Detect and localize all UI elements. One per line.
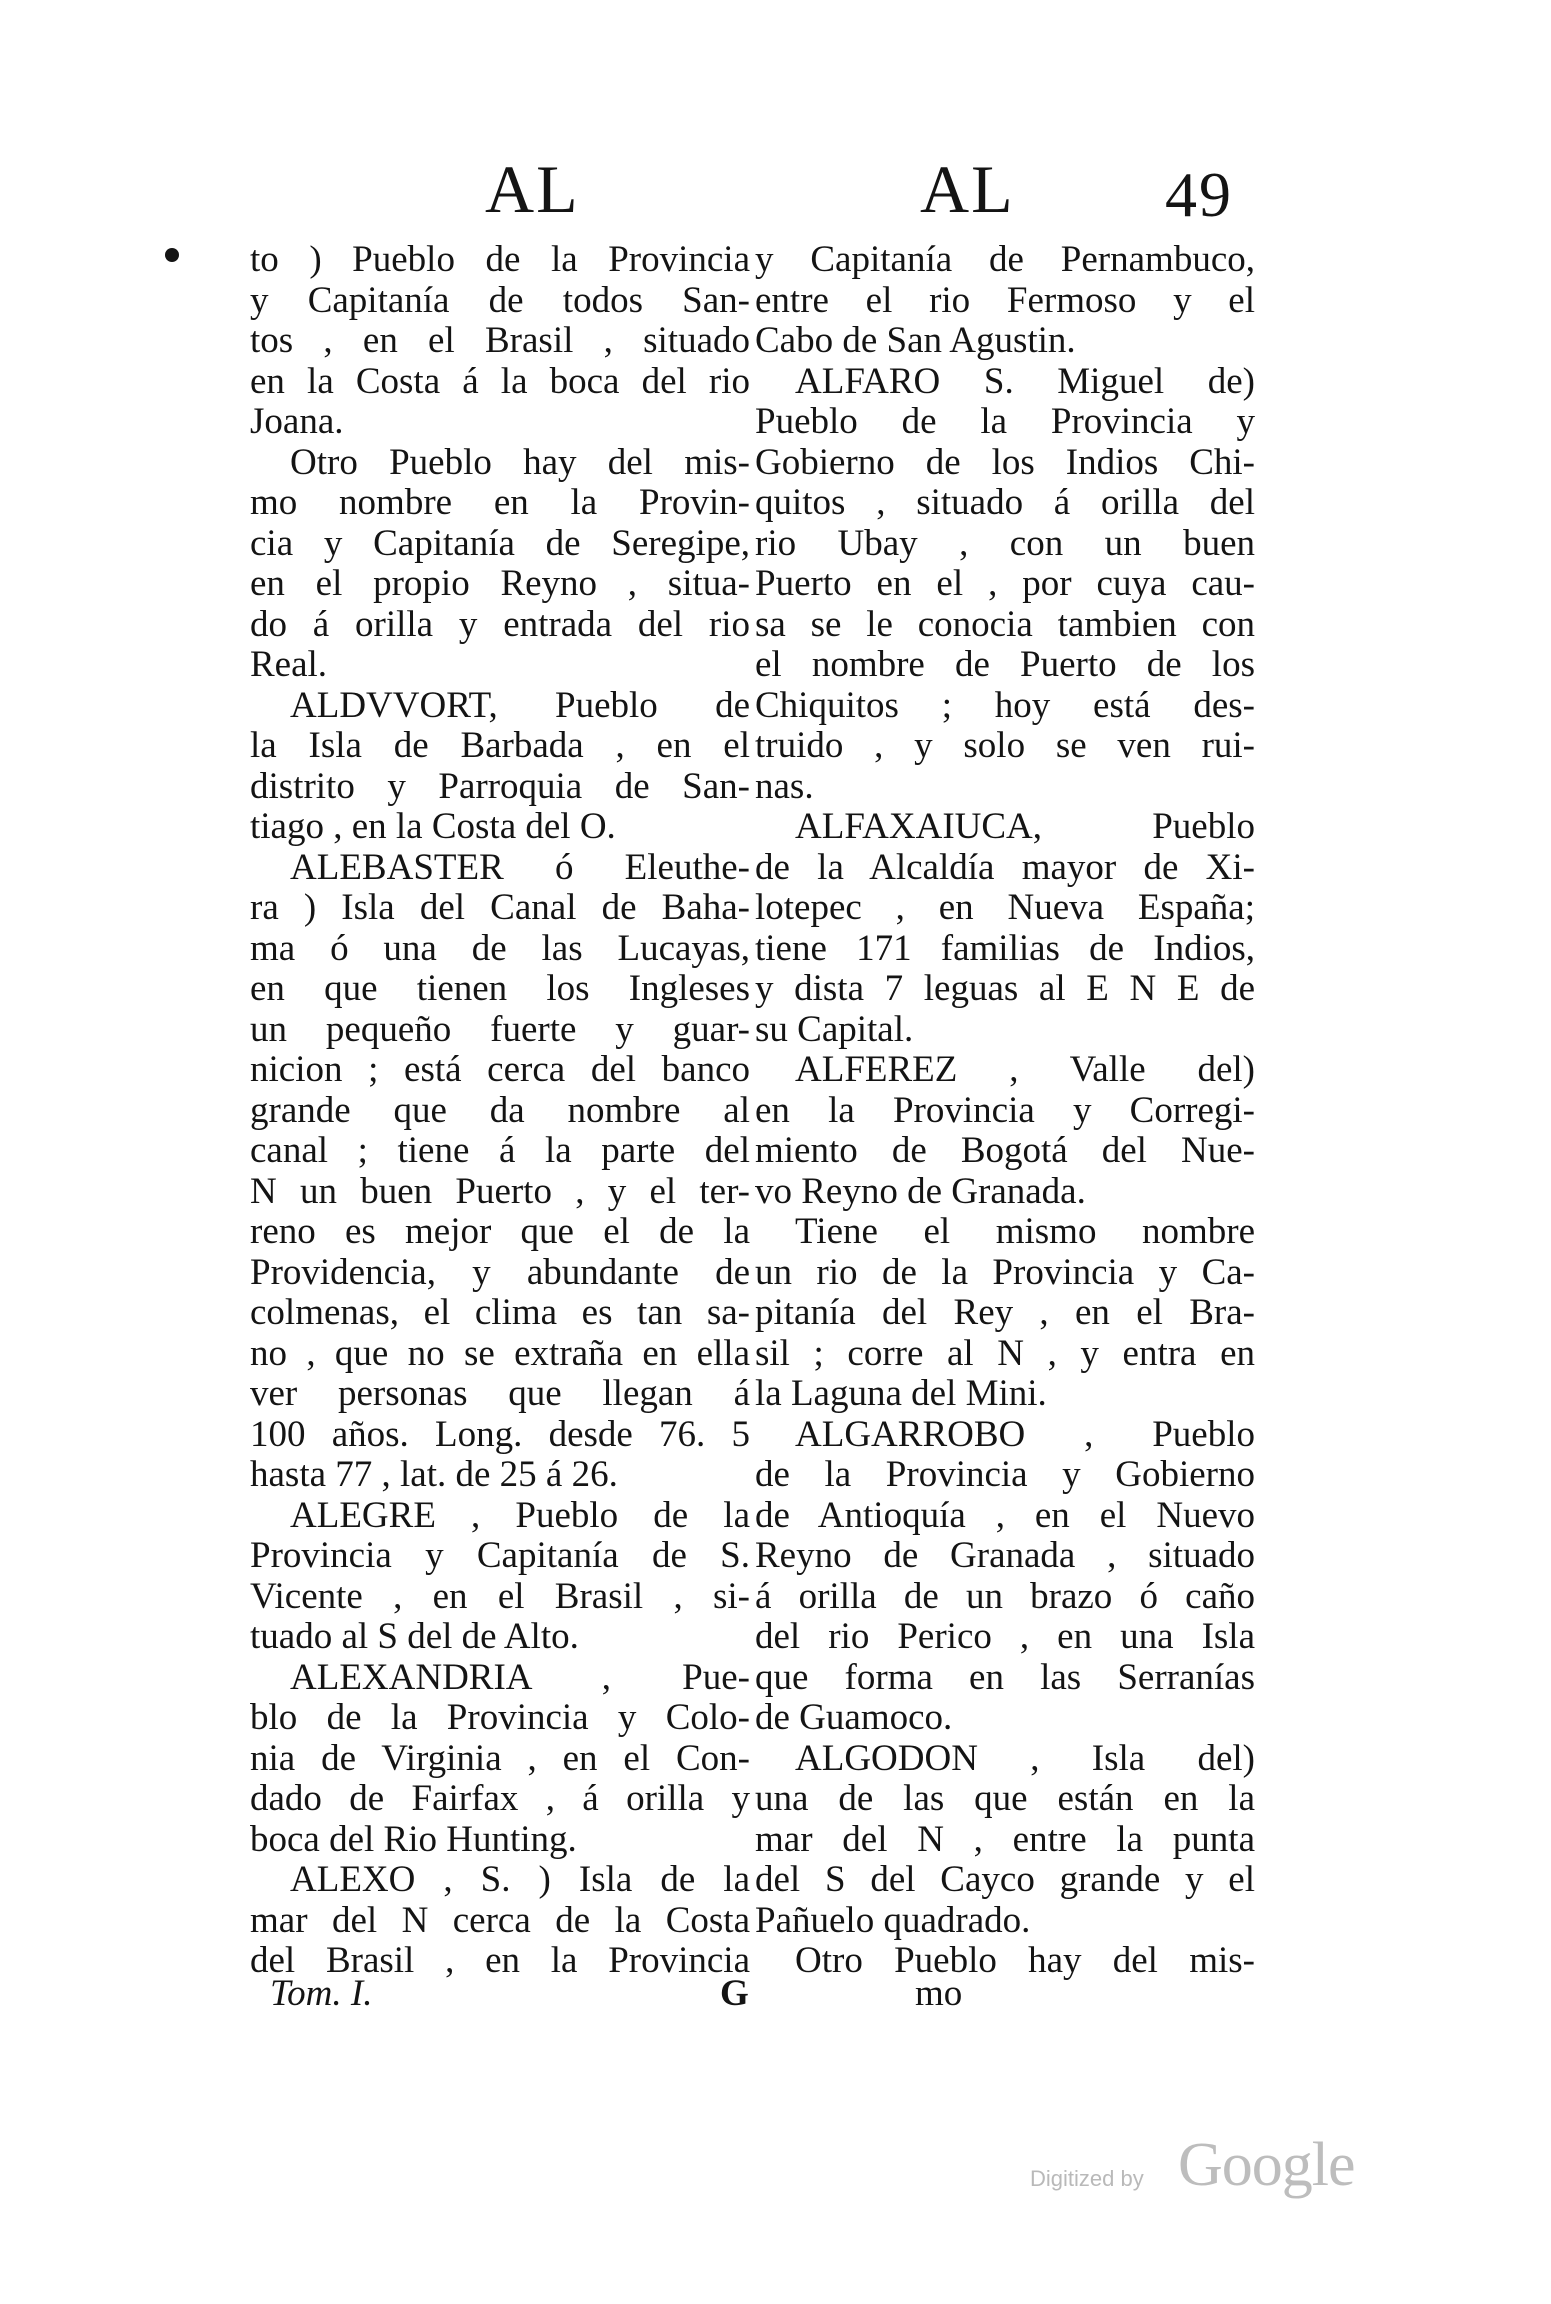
page-footer — [250, 1972, 1250, 2022]
text-line: Tiene el mismo nombre — [795, 1211, 1255, 1252]
text-line: ALDVVORT, Pueblo de — [290, 684, 750, 726]
text-line: la Isla de Barbada , en el — [250, 725, 750, 766]
text-line: ma ó una de las Lucayas, — [250, 927, 750, 969]
text-line: tos , en el Brasil , situado — [250, 320, 750, 361]
text-line: que forma en las Serranías — [755, 1656, 1255, 1698]
google-logo: Google — [1178, 2131, 1355, 2199]
header-right-headword: AL — [920, 151, 1015, 227]
text-line: entre el rio Fermoso y el — [755, 279, 1255, 321]
margin-dot-mark — [165, 248, 179, 262]
watermark-prefix: Digitized by — [1030, 2166, 1144, 2191]
text-line: Gobierno de los Indios Chi- — [755, 441, 1255, 483]
text-line: to ) Pueblo de la Provincia — [250, 239, 750, 280]
text-line: nicion ; está cerca del banco — [250, 1049, 750, 1090]
text-line: ver personas que llegan á — [250, 1373, 750, 1414]
text-line: ALFEREZ , Valle del) — [795, 1049, 1255, 1090]
text-line: ALFARO S. Miguel de) — [795, 360, 1255, 402]
signature-mark: G — [720, 1973, 749, 2014]
text-line: mo nombre en la Provin- — [250, 482, 750, 523]
text-line: un rio de la Provincia y Ca- — [755, 1251, 1255, 1293]
text-line: grande que da nombre al — [250, 1089, 750, 1131]
text-line: Otro Pueblo hay del mis- — [795, 1940, 1255, 1981]
text-line: nas. — [755, 765, 814, 807]
text-line: de Antioquía , en el Nuevo — [755, 1494, 1255, 1536]
text-line: su Capital. — [755, 1008, 914, 1050]
text-line: el nombre de Puerto de los — [755, 644, 1255, 685]
text-line: ALEXO , S. ) Isla de la — [290, 1859, 750, 1900]
volume-mark: Tom. I. — [270, 1973, 373, 2014]
text-line: la Laguna del Mini. — [755, 1373, 1047, 1414]
text-line: N un buen Puerto , y el ter- — [250, 1170, 750, 1212]
text-line: Providencia, y abundante de — [250, 1251, 750, 1293]
text-line: mar del N , entre la punta — [755, 1818, 1255, 1860]
text-line: del S del Cayco grande y el — [755, 1859, 1255, 1900]
text-line: en la Provincia y Corregi- — [755, 1089, 1255, 1131]
text-line: dado de Fairfax , á orilla y — [250, 1778, 750, 1819]
text-line: ALEGRE , Pueblo de la — [290, 1494, 750, 1536]
text-line: vo Reyno de Granada. — [755, 1170, 1086, 1212]
text-line: Chiquitos ; hoy está des- — [755, 684, 1255, 726]
text-line: de Guamoco. — [755, 1697, 953, 1738]
text-line: mar del N cerca de la Costa — [250, 1899, 750, 1941]
text-line: distrito y Parroquia de San- — [250, 765, 750, 807]
text-line: canal ; tiene á la parte del — [250, 1130, 750, 1171]
right-text-column — [755, 240, 1255, 1982]
text-line: de la Alcaldía mayor de Xi- — [755, 846, 1255, 888]
text-line: sa se le conocia tambien con — [755, 603, 1255, 645]
text-line: en que tienen los Ingleses — [250, 968, 750, 1009]
text-line: 100 años. Long. desde 76. 5 — [250, 1413, 750, 1455]
text-line: ALEXANDRIA , Pue- — [290, 1656, 750, 1698]
text-line: miento de Bogotá del Nue- — [755, 1130, 1255, 1171]
text-line: y Capitanía de todos San- — [250, 279, 750, 321]
text-line: tuado al S del de Alto. — [250, 1616, 579, 1657]
catchword: mo — [915, 1973, 963, 2014]
header-left-headword: AL — [485, 151, 580, 227]
text-line: colmenas, el clima es tan sa- — [250, 1292, 750, 1333]
text-line: una de las que están en la — [755, 1778, 1255, 1819]
text-line: boca del Rio Hunting. — [250, 1818, 577, 1860]
text-line: truido , y solo se ven rui- — [755, 725, 1255, 766]
text-line: Cabo de San Agustin. — [755, 320, 1076, 361]
text-line: Reyno de Granada , situado — [755, 1535, 1255, 1576]
text-line: sil ; corre al N , y entra en — [755, 1332, 1255, 1374]
text-line: blo de la Provincia y Colo- — [250, 1697, 750, 1738]
text-line: pitanía del Rey , en el Bra- — [755, 1292, 1255, 1333]
text-line: á orilla de un brazo ó caño — [755, 1575, 1255, 1617]
text-line: Provincia y Capitanía de S. — [250, 1535, 750, 1576]
text-line: del Brasil , en la Provincia — [250, 1940, 750, 1981]
text-line: Real. — [250, 644, 328, 685]
left-text-column — [250, 240, 750, 1982]
text-line: y Capitanía de Pernambuco, — [755, 239, 1255, 280]
text-line: Pueblo de la Provincia y — [755, 401, 1255, 442]
text-line: y dista 7 leguas al E N E de — [755, 968, 1255, 1009]
text-line: en el propio Reyno , situa- — [250, 563, 750, 604]
text-line: ra ) Isla del Canal de Baha- — [250, 887, 750, 928]
text-line: ALGODON , Isla del) — [795, 1737, 1255, 1779]
running-header — [0, 150, 1551, 240]
text-line: del rio Perico , en una Isla — [755, 1616, 1255, 1657]
text-line: quitos , situado á orilla del — [755, 482, 1255, 523]
text-line: cia y Capitanía de Seregipe, — [250, 522, 750, 564]
text-line: Pañuelo quadrado. — [755, 1899, 1031, 1941]
text-line: do á orilla y entrada del rio — [250, 603, 750, 645]
text-line: Joana. — [250, 401, 344, 442]
text-line: Puerto en el , por cuya cau- — [755, 563, 1255, 604]
text-line: ALGARROBO , Pueblo — [795, 1413, 1255, 1455]
text-line: Otro Pueblo hay del mis- — [290, 441, 750, 483]
text-line: rio Ubay , con un buen — [755, 522, 1255, 564]
page-number: 49 — [1165, 159, 1233, 230]
text-line: ALEBASTER ó Eleuthe- — [290, 846, 750, 888]
text-line: nia de Virginia , en el Con- — [250, 1737, 750, 1779]
text-line: lotepec , en Nueva España; — [755, 887, 1255, 928]
text-line: de la Provincia y Gobierno — [755, 1454, 1255, 1495]
text-line: tiene 171 familias de Indios, — [755, 927, 1255, 969]
text-line: reno es mejor que el de la — [250, 1211, 750, 1252]
text-line: un pequeño fuerte y guar- — [250, 1008, 750, 1050]
text-line: tiago , en la Costa del O. — [250, 806, 616, 847]
text-line: no , que no se extraña en ella — [250, 1332, 750, 1374]
text-line: Vicente , en el Brasil , si- — [250, 1575, 750, 1617]
text-line: ALFAXAIUCA, Pueblo — [795, 806, 1255, 847]
text-line: en la Costa á la boca del rio — [250, 360, 750, 402]
text-line: hasta 77 , lat. de 25 á 26. — [250, 1454, 618, 1495]
